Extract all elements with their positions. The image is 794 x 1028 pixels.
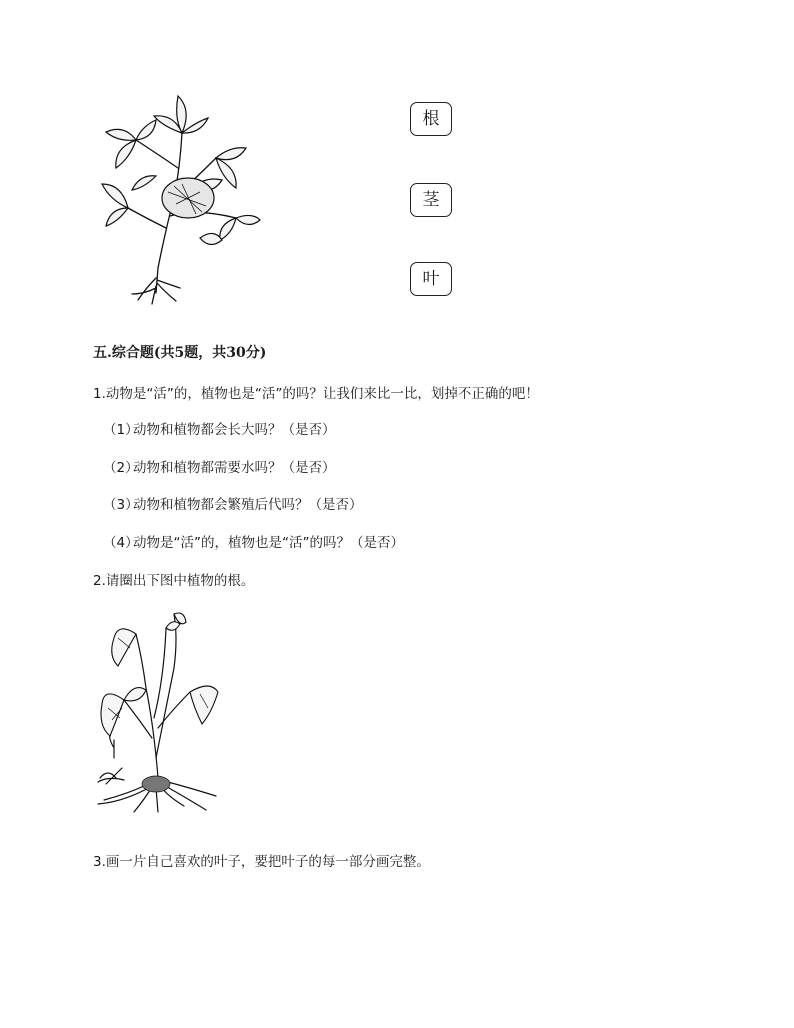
question-1-item-1 bbox=[103, 424, 336, 438]
taro-plant-illustration[interactable] bbox=[94, 608, 224, 814]
item-text: 动物和植物都会长大吗？（是否） bbox=[133, 422, 336, 438]
section-title: 五.综合题(共5题，共30分) bbox=[93, 345, 267, 361]
option-stem-label: 茎 bbox=[422, 189, 440, 210]
option-root-box[interactable] bbox=[410, 102, 452, 136]
option-stem-box[interactable] bbox=[410, 183, 452, 217]
option-leaf-box[interactable] bbox=[410, 262, 452, 296]
question-2-text: 2.请圈出下图中植物的根。 bbox=[93, 573, 255, 589]
item-number: （2） bbox=[103, 460, 139, 476]
bean-plant-illustration bbox=[96, 88, 264, 306]
question-1-item-2 bbox=[103, 462, 336, 476]
item-text: 动物和植物都需要水吗？（是否） bbox=[133, 460, 336, 476]
item-text: 动物是“活”的，植物也是“活”的吗？（是否） bbox=[133, 535, 404, 551]
option-root-label: 根 bbox=[422, 108, 440, 129]
item-text: 动物和植物都会繁殖后代吗？（是否） bbox=[133, 497, 363, 513]
question-3-text: 3.画一片自己喜欢的叶子，要把叶子的每一部分画完整。 bbox=[93, 854, 430, 870]
question-1-item-4 bbox=[103, 537, 404, 551]
option-leaf-label: 叶 bbox=[422, 268, 440, 289]
item-number: （4） bbox=[103, 535, 139, 551]
question-1-item-3 bbox=[103, 499, 363, 513]
item-number: （3） bbox=[103, 497, 139, 513]
item-number: （1） bbox=[103, 422, 139, 438]
question-1-text: 1.动物是“活”的，植物也是“活”的吗？让我们来比一比，划掉不正确的吧！ bbox=[93, 386, 539, 402]
